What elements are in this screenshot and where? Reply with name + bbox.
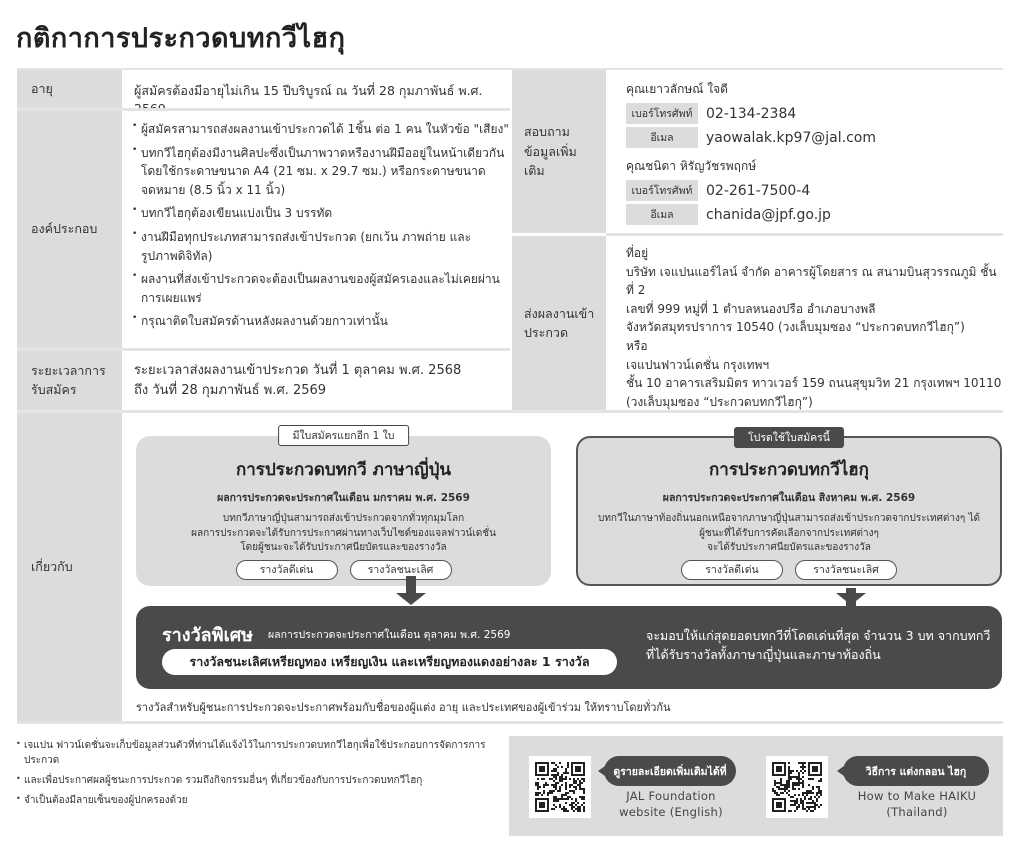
- address-line: ชั้น 10 อาคารเสริมมิตร ทาวเวอร์ 159 ถนนสุขุมวิท 21 กรุงเทพฯ 10110: [626, 376, 1002, 391]
- table-bottom-border: [17, 721, 1003, 724]
- desc-line: บทกวีในภาษาท้องถิ่นนอกเหนือจากภาษาญี่ปุ่นสามารถส่งเข้าประกวดจากประเทศต่างๆ ได้: [597, 513, 980, 524]
- special-award-prize: รางวัลชนะเลิศเหรียญทอง เหรียญเงิน และเหรียญทองแดงอย่างละ 1 รางวัล: [162, 649, 617, 675]
- row-label-submit: ส่งผลงานเข้าประกวด: [512, 236, 606, 410]
- address-line: บริษัท เจแปนแอร์ไลน์ จำกัด อาคารผู้โดยสาร ณ สนามบินสุวรรณภูมิ ชั้นที่ 2: [626, 264, 997, 298]
- haiku-contest-box: [576, 432, 1002, 586]
- phone-link[interactable]: 02-261-7500-4: [706, 182, 811, 199]
- desc-line: บทกวีภาษาญี่ปุ่นสามารถส่งเข้าประกวดจากทั่วทุกมุมโลก: [222, 513, 465, 524]
- caption-line: How to Make HAIKU: [857, 789, 977, 803]
- award-winner-pill: รางวัลชนะเลิศ: [795, 560, 897, 580]
- row-value-period: [122, 350, 510, 410]
- row-value-age: ผู้สมัครต้องมีอายุไม่เกิน 15 ปีบริบูรณ์ ณ วันที่ 28 กุมภาพันธ์ พ.ศ.: [122, 70, 510, 108]
- about-note: รางวัลสำหรับผู้ชนะการประกวดจะประกาศพร้อมกับชื่อของผู้แต่ง อายุ และประเทศของผู้เข้าร่วม ให้ทราบโดยทั่วกัน: [136, 701, 671, 714]
- japanese-contest-box: [136, 430, 551, 586]
- qr-panel: [509, 736, 1003, 836]
- contact-name: คุณชนิดา หิรัญวัชรพฤกษ์: [626, 159, 757, 173]
- address-line: (วงเล็บมุมซอง “ประกวดบทกวีไฮกุ”): [626, 394, 813, 409]
- row-label-age: อายุ: [17, 70, 122, 108]
- address-line: จังหวัดสมุทรปราการ 10540 (วงเล็บมุมซอง “ประกวดบทกวีไฮกุ”): [626, 320, 965, 335]
- qr-caption-jal[interactable]: [607, 789, 735, 820]
- footnote-item: • และเพื่อประกาศผลผู้ชนะการประกวด รวมถึงกิจกรรมอื่นๆ ที่เกี่ยวข้องกับการประกวดบทกวีไฮกุ: [16, 773, 486, 788]
- row-value-about: [122, 413, 1003, 721]
- contest-title: การประกวดบทกวี ภาษาญี่ปุ่น: [235, 460, 452, 480]
- composition-item: • บทกวีไฮกุต้องเขียนแบ่งเป็น 3 บรรทัด: [132, 204, 510, 223]
- more-info-bubble: ดูรายละเอียดเพิ่มเติมได้ที่: [604, 756, 736, 786]
- qr-caption-howto[interactable]: [842, 789, 992, 820]
- qr-code-icon[interactable]: [766, 756, 828, 818]
- page-title: กติกาการประกวดบทกวีไฮกุ: [16, 23, 346, 54]
- composition-item: • บทกวีไฮกุต้องมีงานศิลปะซึ่งเป็นภาพวาดหรืองานฝีมืออยู่ในหน้าเดียวกัน โดยใช้กระดาษขนาด A4 (21 ซม. x 29.7 ซม.) หรือกระดาษขนาดจดหมาย (8.5 นิ้ว x 11 นิ้ว): [132, 144, 510, 200]
- address-line: ที่อยู่: [626, 246, 649, 260]
- contact-email-row: [626, 127, 1003, 148]
- composition-item: • งานฝีมือทุกประเภทสามารถส่งเข้าประกวด (ยกเว้น ภาพถ่าย และ รูปภาพดิจิทัล): [132, 228, 510, 265]
- caption-line: (Thailand): [886, 804, 948, 819]
- qr-code-icon[interactable]: [529, 756, 591, 818]
- row-label-period: ระยะเวลาการรับสมัคร: [17, 350, 122, 410]
- award-winner-pill: รางวัลชนะเลิศ: [350, 560, 452, 580]
- email-link[interactable]: yaowalak.kp97@jal.com: [706, 129, 877, 146]
- contact-email-row: [626, 204, 1003, 225]
- address-line: เลขที่ 999 หมู่ที่ 1 ตำบลหนองปรือ อำเภอบางพลี: [626, 301, 876, 316]
- special-award-title: รางวัลพิเศษ: [162, 625, 254, 646]
- desc-line: โดยผู้ชนะจะได้รับประกาศนียบัตรและของรางวัล: [240, 542, 447, 553]
- row-value-inquiry: [606, 70, 1003, 233]
- special-award-announcement: ผลการประกวดจะประกาศในเดือน ตุลาคม พ.ศ. 2569: [268, 629, 511, 641]
- award-pills: [136, 560, 551, 580]
- use-this-form-tag: โปรดใช้ใบสมัครนี้: [734, 427, 844, 448]
- row-value-composition: [122, 110, 510, 348]
- footnotes: [16, 738, 486, 813]
- row-label-inquiry: สอบถามข้อมูลเพิ่มเติม: [512, 70, 606, 233]
- award-excellent-pill: รางวัลดีเด่น: [681, 560, 783, 580]
- contest-description: [578, 512, 1000, 556]
- phone-label: เบอร์โทรศัพท์: [626, 180, 698, 201]
- award-excellent-pill: รางวัลดีเด่น: [236, 560, 338, 580]
- table-top-border: [17, 68, 1003, 70]
- separate-form-tag: มีใบสมัครแยกอีก 1 ใบ: [278, 425, 410, 446]
- email-label: อีเมล: [626, 204, 698, 225]
- contest-title: การประกวดบทกวีไฮกุ: [709, 460, 869, 480]
- caption-line: JAL Foundation: [626, 789, 716, 803]
- desc-line: ผู้ชนะที่ได้รับการคัดเลือกจากประเทศต่างๆ: [699, 527, 879, 539]
- row-divider: [17, 348, 510, 351]
- phone-link[interactable]: 02-134-2384: [706, 105, 797, 122]
- composition-list: [132, 120, 510, 331]
- desc-line: ผลการประกวดจะได้รับการประกาศผ่านทางเว็บไซต์ของแจลฟาวน์เดชั่น: [191, 527, 496, 539]
- row-divider: [17, 108, 510, 111]
- qr-code-howto: [772, 762, 822, 812]
- phone-label: เบอร์โทรศัพท์: [626, 103, 698, 124]
- how-to-bubble: วิธีการ แต่งกลอน ไฮกุ: [843, 756, 989, 786]
- email-link[interactable]: chanida@jpf.go.jp: [706, 206, 831, 223]
- period-start: ระยะเวลาส่งผลงานเข้าประกวด วันที่ 1 ตุลาคม พ.ศ. 2568: [134, 363, 462, 378]
- contest-description: [136, 512, 551, 556]
- row-label-about: เกี่ยวกับ: [17, 413, 122, 721]
- contact-phone-row: [626, 103, 1003, 124]
- period-end: ถึง วันที่ 28 กุมภาพันธ์ พ.ศ. 2569: [134, 383, 327, 399]
- special-award-panel: [136, 606, 1002, 689]
- contest-announcement: ผลการประกวดจะประกาศในเดือน มกราคม พ.ศ. 2569: [217, 492, 470, 504]
- footnote-item: • จำเป็นต้องมีลายเซ็นของผู้ปกครองด้วย: [16, 793, 486, 808]
- address-line: เจแปนฟาวน์เดชั่น กรุงเทพฯ: [626, 357, 770, 372]
- contact-name: คุณเยาวลักษณ์ ใจดี: [626, 82, 728, 96]
- composition-item: • กรุณาติดใบสมัครด้านหลังผลงานด้วยกาวเท่านั้น: [132, 312, 510, 331]
- composition-item: • ผลงานที่ส่งเข้าประกวดจะต้องเป็นผลงานของผู้สมัครเองและไม่เคยผ่านการเผยแพร่: [132, 270, 510, 307]
- award-pills: [578, 560, 1000, 580]
- email-label: อีเมล: [626, 127, 698, 148]
- caption-line: website (English): [619, 804, 723, 819]
- row-value-submit: [606, 236, 1003, 410]
- address-line: หรือ: [626, 338, 648, 353]
- special-award-description: จะมอบให้แก่สุดยอดบทกวีที่โดดเด่นที่สุด จำนวน 3 บท จากบทกวีที่ได้รับรางวัลทั้งภาษาญี่ปุ่นและภาษาท้องถิ่น: [646, 628, 991, 663]
- contact-phone-row: [626, 180, 1003, 201]
- composition-item: • ผู้สมัครสามารถส่งผลงานเข้าประกวดได้ 1ชิ้น ต่อ 1 คน ในหัวข้อ "เสียง": [132, 120, 510, 139]
- row-label-composition: องค์ประกอบ: [17, 110, 122, 348]
- row-divider: [606, 233, 1003, 236]
- qr-code-jal: [535, 762, 585, 812]
- contest-announcement: ผลการประกวดจะประกาศในเดือน สิงหาคม พ.ศ. 2569: [662, 492, 916, 504]
- desc-line: จะได้รับประกาศนียบัตรและของรางวัล: [707, 542, 871, 553]
- row-divider: [17, 410, 1003, 413]
- footnote-item: • เจแปน ฟาวน์เดชั่นจะเก็บข้อมูลส่วนตัวที่ท่านได้แจ้งไว้ในการประกวดบทกวีไฮกุเพื่อใช้ประกอบการจัดการการประกวด: [16, 738, 486, 768]
